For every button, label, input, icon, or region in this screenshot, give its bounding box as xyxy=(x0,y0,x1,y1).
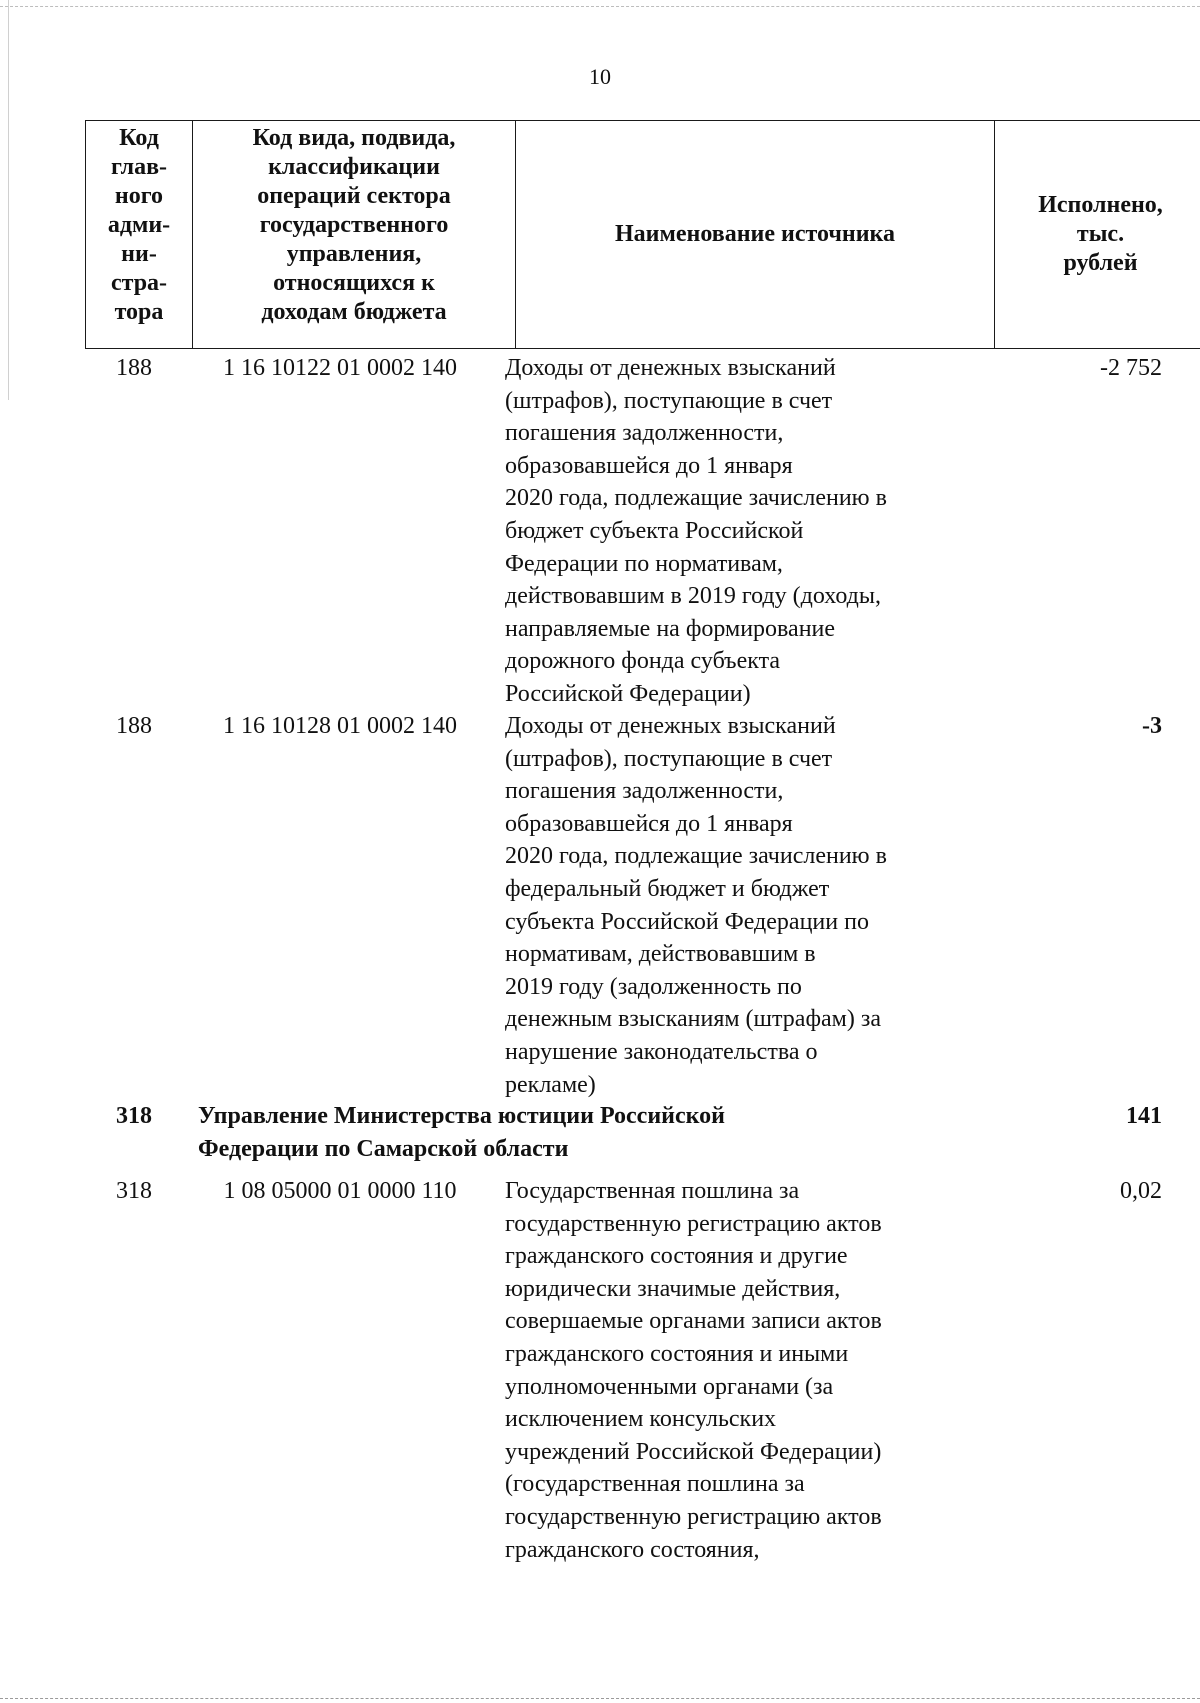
executed-amount: 141 xyxy=(1126,1103,1162,1129)
header-executed-amount: Исполнено, тыс. рублей xyxy=(995,121,1200,349)
scan-edge-top xyxy=(0,6,1200,7)
budget-code: 1 16 10122 01 0002 140 xyxy=(223,355,457,381)
department-name: Управление Министерства юстиции Российской Федерации по Самарской области xyxy=(198,1103,725,1162)
admin-code: 318 xyxy=(116,1103,152,1129)
executed-amount: -2 752 xyxy=(1100,355,1162,381)
admin-code: 188 xyxy=(116,355,152,381)
source-name: Доходы от денежных взысканий (штрафов), поступающие в счет погашения задолженности, образовавшейся до 1 января 2020 года, подлежащие зачислению в федеральный бюджет и бюджет субъекта Российской Федерации по нормативам, действовавшим в 2019 году (задолженность по денежным взысканиям (штрафам) за нарушение законодательства о рекламе) xyxy=(505,713,887,1098)
page-number: 10 xyxy=(589,64,611,89)
executed-amount: -3 xyxy=(1142,713,1162,739)
admin-code: 318 xyxy=(116,1178,152,1204)
source-name: Доходы от денежных взысканий (штрафов), поступающие в счет погашения задолженности, образовавшейся до 1 января 2020 года, подлежащие зачислению в бюджет субъекта Российской Федерации по нормативам, действовавшим в 2019 году (доходы, направляемые на формирование дорожного фонда субъекта Российской Федерации) xyxy=(505,355,887,707)
scan-edge-left xyxy=(8,0,9,400)
budget-code: 1 08 05000 01 0000 110 xyxy=(223,1178,457,1204)
executed-amount: 0,02 xyxy=(1120,1178,1162,1204)
header-budget-classification-code: Код вида, подвида, классификации операций сектора государственного управления, относящихся к доходам бюджета xyxy=(193,121,516,349)
source-name: Государственная пошлина за государственную регистрацию актов гражданского состояния и другие юридически значимые действия, совершаемые органами записи актов гражданского состояния и иными уполномоченными органами (за исключением консульских учреждений Российской Федерации) (государственная пошлина за государственную регистрацию актов гражданского состояния, xyxy=(505,1178,882,1563)
scan-edge-bottom xyxy=(0,1698,1200,1699)
table-header xyxy=(85,120,1200,349)
budget-code: 1 16 10128 01 0002 140 xyxy=(223,713,457,739)
header-source-name: Наименование источника xyxy=(516,121,995,349)
admin-code: 188 xyxy=(116,713,152,739)
header-admin-code: Код глав- ного адми- ни- стра- тора xyxy=(86,121,193,349)
